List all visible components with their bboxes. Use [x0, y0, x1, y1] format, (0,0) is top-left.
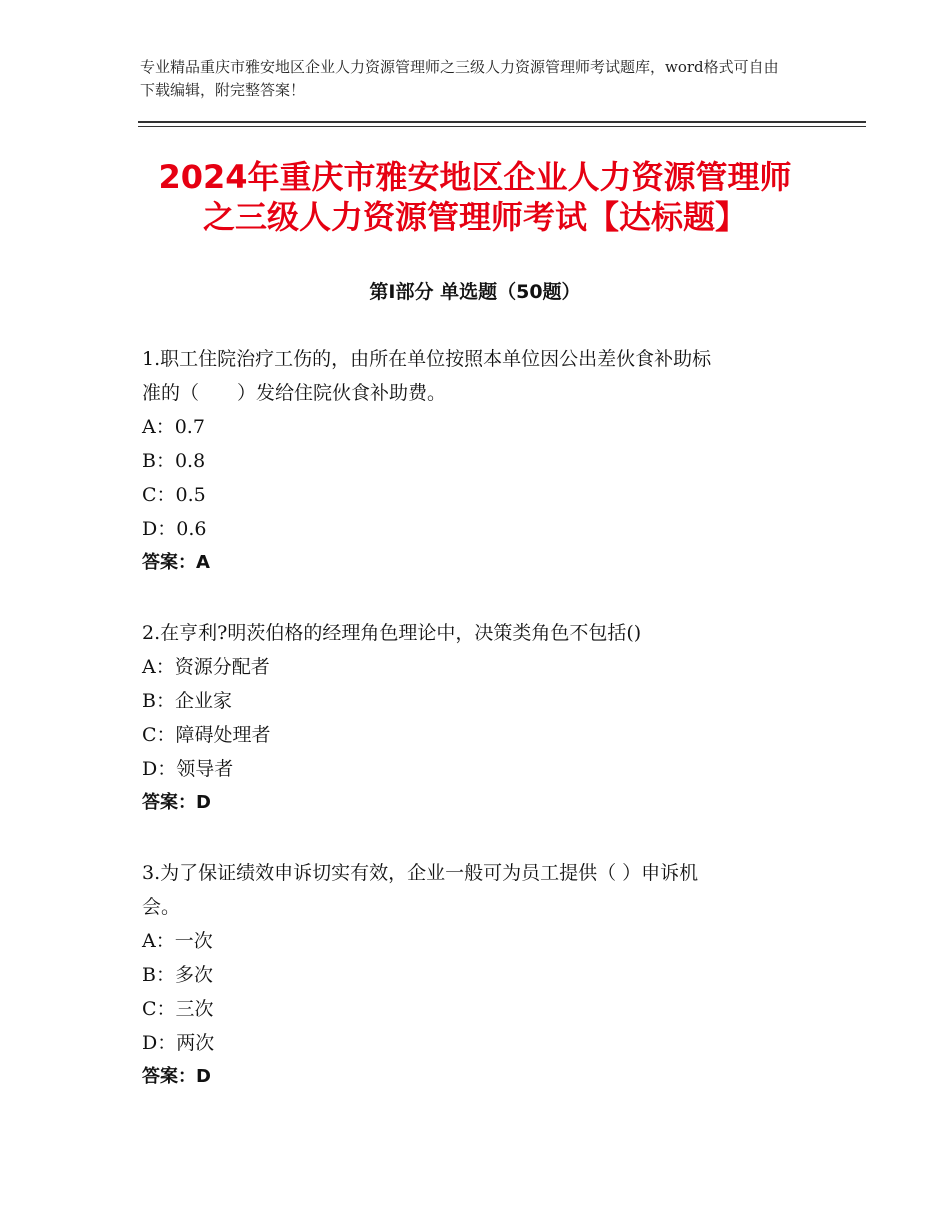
option-b: B：企业家 — [142, 690, 232, 712]
option-c: C：三次 — [142, 998, 214, 1020]
question-stem: 3.为了保证绩效申诉切实有效，企业一般可为员工提供（ ）申诉机 — [142, 862, 699, 884]
spacer — [142, 820, 802, 856]
question-1 — [142, 342, 802, 580]
option-a: A：资源分配者 — [142, 656, 270, 678]
header-divider-thick — [138, 121, 866, 123]
section-title: 第Ⅰ部分 单选题（50题） — [369, 281, 581, 303]
title-line-2: 之三级人力资源管理师考试【达标题】 — [202, 198, 747, 236]
question-stem-cont: 会。 — [142, 896, 181, 918]
option-c: C：障碍处理者 — [142, 724, 271, 746]
answer: 答案：D — [142, 792, 211, 813]
question-2 — [142, 616, 802, 820]
option-b: B：0.8 — [142, 450, 206, 472]
question-3 — [142, 856, 802, 1094]
option-a: A：0.7 — [142, 416, 205, 438]
question-stem-cont: 准的（ ）发给住院伙食补助费。 — [142, 382, 447, 404]
option-d: D：两次 — [142, 1032, 215, 1054]
question-stem: 2.在亨利?明茨伯格的经理角色理论中，决策类角色不包括() — [142, 622, 642, 644]
title-line-1: 2024年重庆市雅安地区企业人力资源管理师 — [158, 158, 792, 196]
option-d: D：0.6 — [142, 518, 207, 540]
option-b: B：多次 — [142, 964, 213, 986]
answer: 答案：A — [142, 552, 210, 573]
header-note: 专业精品重庆市雅安地区企业人力资源管理师之三级人力资源管理师考试题库，word格式可自由下载编辑，附完整答案！ — [140, 58, 779, 99]
option-a: A：一次 — [142, 930, 213, 952]
option-d: D：领导者 — [142, 758, 234, 780]
header-divider-thin — [138, 126, 866, 127]
question-list — [142, 342, 802, 1094]
answer: 答案：D — [142, 1066, 211, 1087]
spacer — [142, 580, 802, 616]
question-stem: 1.职工住院治疗工伤的，由所在单位按照本单位因公出差伙食补助标 — [142, 348, 712, 370]
option-c: C：0.5 — [142, 484, 206, 506]
document-title — [100, 157, 850, 237]
